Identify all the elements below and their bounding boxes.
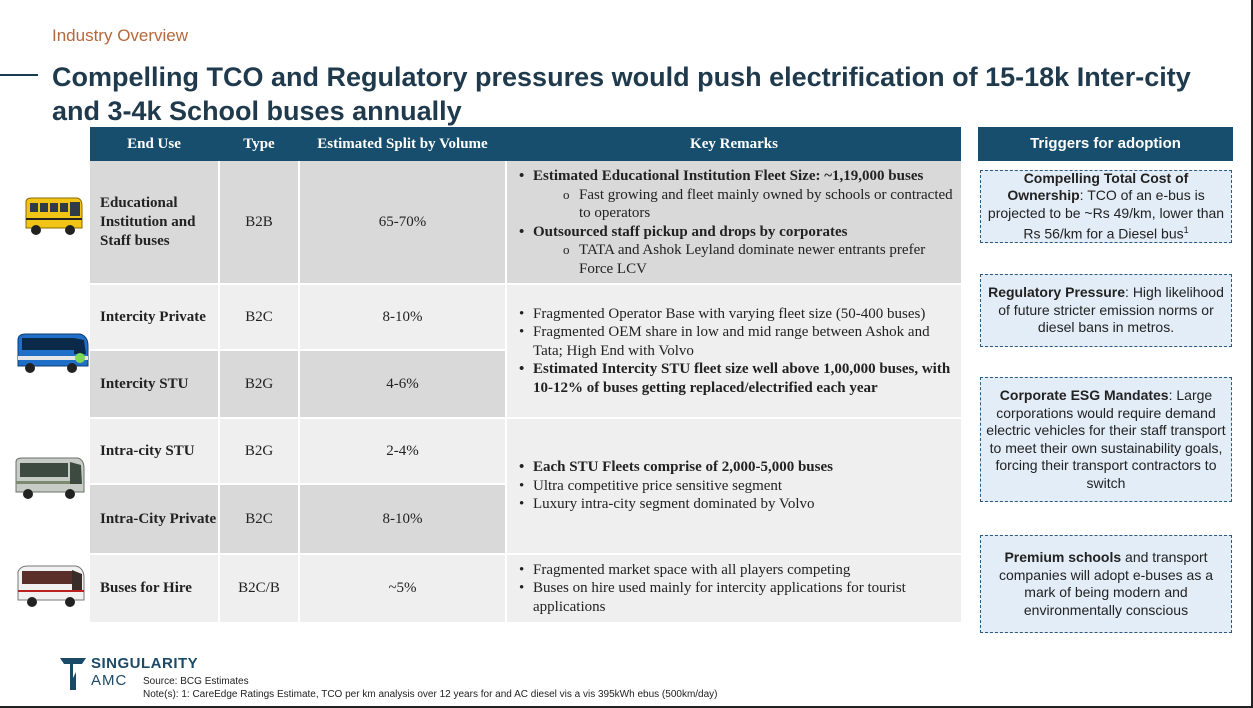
table-row-end-use: Intercity Private (90, 285, 218, 349)
remarks-intracity (507, 419, 961, 553)
section-label: Industry Overview (52, 26, 189, 45)
trigger-tco (980, 170, 1232, 243)
footnote: Note(s): 1: CareEdge Ratings Estimate, TCO per km analysis over 12 years for and AC diesel vis a vis 395kWh ebus (500km/day) (143, 689, 718, 700)
table-row-split: 8-10% (300, 285, 505, 349)
logo-sub: AMC (91, 672, 128, 689)
footnote-ref: 1 (1183, 225, 1189, 236)
logo-name: SINGULARITY (91, 655, 199, 672)
end-use-table (90, 127, 961, 623)
remark-bullet: • Luxury intra-city segment dominated by Volvo (517, 495, 833, 514)
remark-bullet: • Estimated Intercity STU fleet size well above 1,00,000 buses, with 10-12% of buses getting replaced/electrified each year (517, 360, 953, 397)
trigger-title: Premium schools (1004, 549, 1122, 565)
table-row-end-use: Educational Institution and Staff buses (90, 161, 218, 283)
table-row-type: B2B (220, 161, 298, 283)
header-split: Estimated Split by Volume (317, 136, 488, 152)
trigger-regulatory (980, 274, 1232, 347)
remark-sub-bullet: o TATA and Ashok Leyland dominate newer entrants prefer Force LCV (517, 241, 953, 278)
trigger-text: and transport companies will adopt e-buses as a mark of being modern and environmentally conscious (998, 549, 1213, 618)
remarks-hire (507, 555, 961, 622)
remark-bullet: • Outsourced staff pickup and drops by corporates (517, 223, 953, 242)
slide-title: Compelling TCO and Regulatory pressures would push electrification of 15-18k Inter-city and 3-4k School buses annually (52, 62, 1191, 126)
triggers-heading: Triggers for adoption (978, 127, 1233, 161)
table-header (90, 127, 961, 161)
table-row-type: B2G (220, 351, 298, 417)
trigger-text: : Large corporations would require demand electric vehicles for their staff transport to meet their own sustainability goals, forcing their transport contractors to switch (986, 387, 1226, 491)
table-row-type: B2C (220, 285, 298, 349)
table-row-split: 65-70% (300, 161, 505, 283)
table-row-type: B2G (220, 419, 298, 483)
header-type: Type (243, 136, 275, 152)
trigger-text: : TCO of an e-bus is projected to be ~Rs 49/km, lower than Rs 56/km for a Diesel bus (987, 187, 1225, 242)
remark-bullet: • Buses on hire used mainly for intercity applications for tourist applications (517, 579, 953, 616)
table-row-end-use: Intercity STU (90, 351, 218, 417)
table-row-split: 4-6% (300, 351, 505, 417)
city-bus-icon (12, 454, 86, 502)
table-row-split: 8-10% (300, 485, 505, 553)
remark-bullet: • Fragmented Operator Base with varying fleet size (50-400 buses) (517, 305, 953, 324)
trigger-text: : High likelihood of future stricter emission norms or diesel bans in metros. (998, 284, 1224, 336)
remark-sub-bullet: o Fast growing and fleet mainly owned by schools or contracted to operators (517, 186, 953, 223)
singularity-logo-icon (60, 658, 86, 690)
remarks-school (507, 161, 961, 283)
trigger-esg (980, 377, 1232, 502)
table-row-type: B2C (220, 485, 298, 553)
table-row-end-use: Buses for Hire (90, 555, 218, 622)
remark-bullet: • Estimated Educational Institution Fleet Size: ~1,19,000 buses (517, 167, 953, 186)
source-note: Source: BCG Estimates (143, 676, 249, 687)
trigger-premium-schools (980, 535, 1232, 633)
table-row-end-use: Intra-city STU (90, 419, 218, 483)
table-row-type: B2C/B (220, 555, 298, 622)
remark-bullet: • Each STU Fleets comprise of 2,000-5,000 buses (517, 458, 833, 477)
title-accent-rule (0, 74, 38, 76)
coach-bus-icon (14, 562, 86, 610)
table-row-split: ~5% (300, 555, 505, 622)
remarks-intercity (507, 285, 961, 417)
remark-bullet: • Ultra competitive price sensitive segment (517, 477, 833, 496)
intercity-bus-icon (14, 330, 90, 376)
trigger-title: Regulatory Pressure (988, 284, 1126, 301)
trigger-title: Corporate ESG Mandates (999, 387, 1169, 403)
remark-bullet: • Fragmented OEM share in low and mid range between Ashok and Tata; High End with Volvo (517, 323, 953, 360)
table-row-end-use: Intra-City Private (90, 485, 218, 553)
remark-bullet: • Fragmented market space with all players competing (517, 561, 953, 580)
header-remarks: Key Remarks (690, 136, 778, 152)
header-end-use: End Use (127, 136, 181, 152)
table-row-split: 2-4% (300, 419, 505, 483)
trigger-title: Compelling Total Cost of Ownership (1007, 169, 1189, 204)
school-bus-icon (20, 194, 84, 240)
